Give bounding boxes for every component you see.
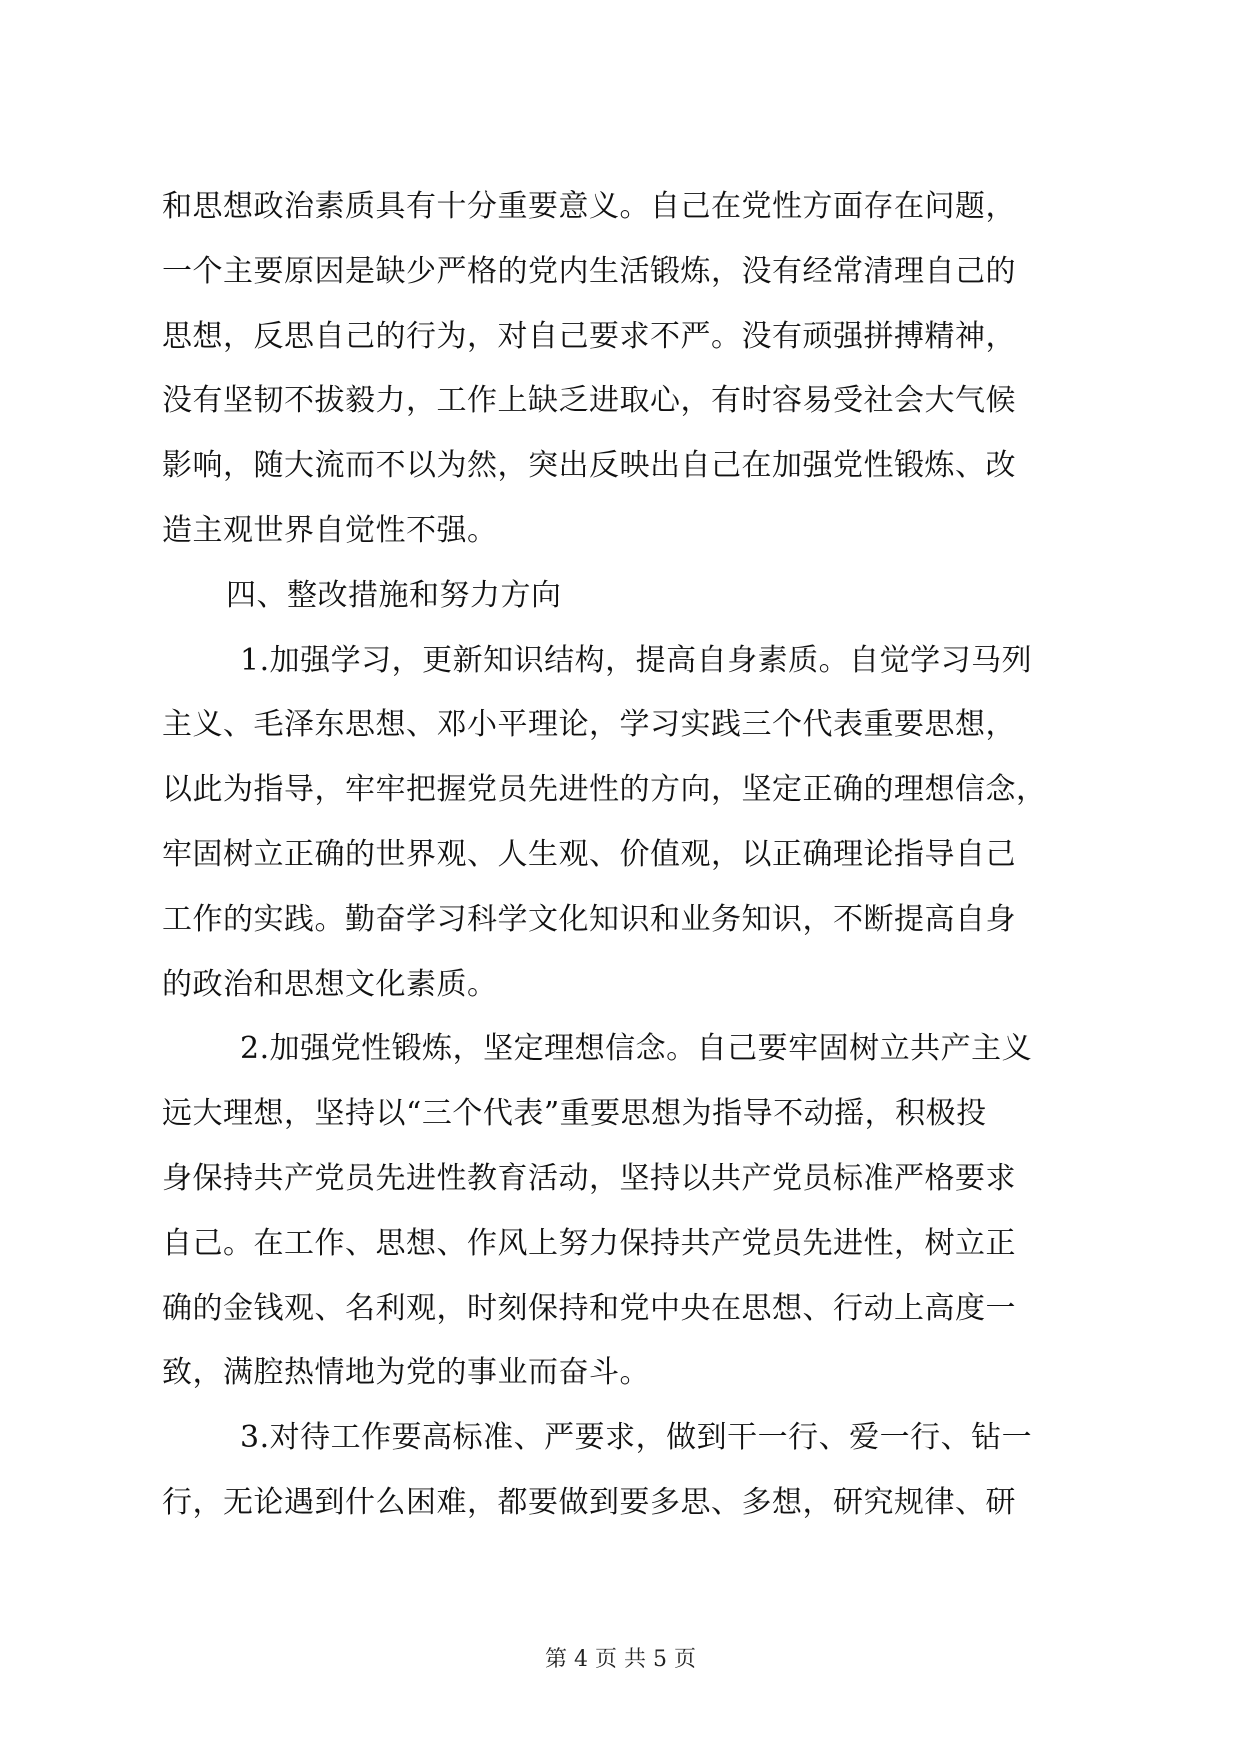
- text-line: 1.加强学习，更新知识结构，提高自身素质。自觉学习马列: [240, 643, 1033, 678]
- text-line: 远大理想，坚持以“三个代表”重要思想为指导不动摇，积极投: [162, 1096, 987, 1131]
- text-line: 行，无论遇到什么困难，都要做到要多思、多想，研究规律、研: [162, 1485, 1016, 1520]
- text-line: 确的金钱观、名利观，时刻保持和党中央在思想、行动上高度一: [162, 1291, 1016, 1326]
- page-footer: 第 4 页 共 5 页: [545, 1647, 696, 1672]
- section-heading: 四、整改措施和努力方向: [226, 578, 562, 613]
- text-line: 造主观世界自觉性不强。: [162, 513, 498, 548]
- text-line: 2.加强党性锻炼，坚定理想信念。自己要牢固树立共产主义: [240, 1031, 1033, 1066]
- text-line: 致，满腔热情地为党的事业而奋斗。: [162, 1355, 650, 1390]
- text-line: 的政治和思想文化素质。: [162, 967, 498, 1002]
- text-line: 思想，反思自己的行为，对自己要求不严。没有顽强拼搏精神，: [162, 319, 1016, 354]
- text-line: 3.对待工作要高标准、严要求，做到干一行、爱一行、钻一: [240, 1420, 1033, 1455]
- text-line: 工作的实践。勤奋学习科学文化知识和业务知识，不断提高自身: [162, 902, 1016, 937]
- text-line: 自己。在工作、思想、作风上努力保持共产党员先进性，树立正: [162, 1226, 1016, 1261]
- text-line: 身保持共产党员先进性教育活动，坚持以共产党员标准严格要求: [162, 1161, 1016, 1196]
- text-line: 没有坚韧不拔毅力，工作上缺乏进取心，有时容易受社会大气候: [162, 383, 1016, 418]
- text-line: 主义、毛泽东思想、邓小平理论，学习实践三个代表重要思想，: [162, 707, 1016, 742]
- text-line: 一个主要原因是缺少严格的党内生活锻炼，没有经常清理自己的: [162, 254, 1016, 289]
- text-line: 牢固树立正确的世界观、人生观、价值观，以正确理论指导自己: [162, 837, 1016, 872]
- text-line: 影响，随大流而不以为然，突出反映出自己在加强党性锻炼、改: [162, 448, 1016, 483]
- text-line: 和思想政治素质具有十分重要意义。自己在党性方面存在问题，: [162, 189, 1016, 224]
- text-line: 以此为指导，牢牢把握党员先进性的方向，坚定正确的理想信念，: [162, 772, 1047, 807]
